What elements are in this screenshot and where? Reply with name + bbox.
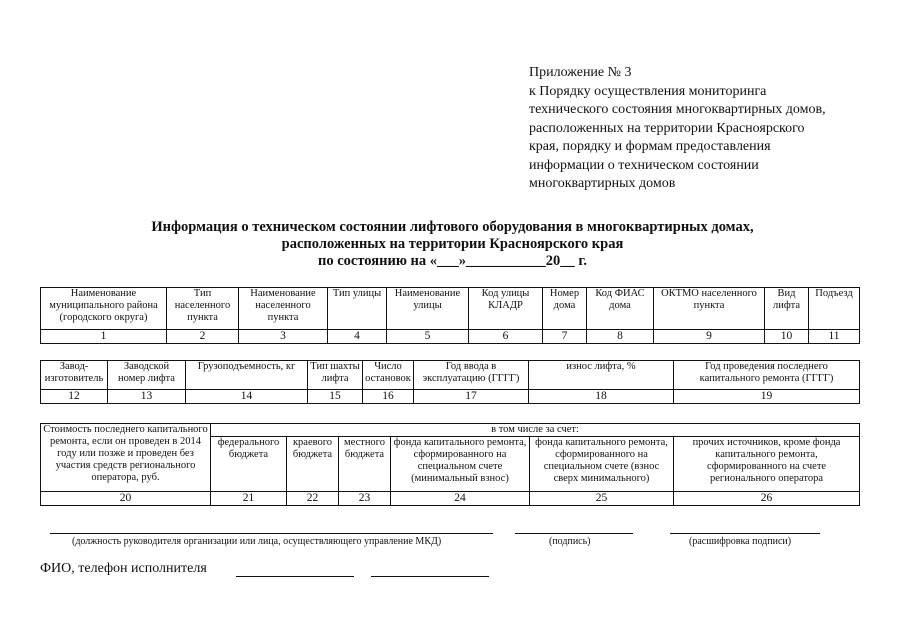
signature-caption: (подпись) bbox=[549, 536, 591, 547]
column-number: 11 bbox=[809, 330, 860, 344]
header-cell: федерального бюджета bbox=[211, 437, 287, 492]
column-number: 18 bbox=[529, 390, 674, 404]
column-number: 16 bbox=[363, 390, 414, 404]
title-line-2: расположенных на территории Красноярского края bbox=[281, 236, 624, 252]
decoding-caption: (расшифровка подписи) bbox=[689, 536, 792, 547]
header-cell: Тип населенного пункта bbox=[167, 288, 239, 330]
column-number: 8 bbox=[587, 330, 654, 344]
header-cell: Код улицы КЛАДР bbox=[469, 288, 543, 330]
decoding-line bbox=[670, 533, 820, 534]
column-number: 17 bbox=[414, 390, 529, 404]
executor-phone-line bbox=[371, 576, 489, 577]
header-cell: Грузоподъемность, кг bbox=[186, 361, 308, 390]
column-number: 7 bbox=[543, 330, 587, 344]
header-cell: износ лифта, % bbox=[529, 361, 674, 390]
signature-line bbox=[515, 533, 633, 534]
header-cell: ОКТМО населенного пункта bbox=[654, 288, 765, 330]
header-cell: Завод-изготовитель bbox=[41, 361, 108, 390]
header-cell: Год ввода в эксплуатацию (ГГГГ) bbox=[414, 361, 529, 390]
header-cell: Наименование муниципального района (городского округа) bbox=[41, 288, 167, 330]
position-line bbox=[50, 533, 493, 534]
header-cell: Наименование улицы bbox=[387, 288, 469, 330]
column-number: 21 bbox=[211, 492, 287, 506]
column-number: 10 bbox=[765, 330, 809, 344]
column-number: 19 bbox=[674, 390, 860, 404]
column-number: 12 bbox=[41, 390, 108, 404]
group-header-cell: в том числе за счет: bbox=[211, 424, 860, 437]
appendix-block bbox=[529, 64, 826, 194]
title-line-1: Информация о техническом состоянии лифтового оборудования в многоквартирных домах, bbox=[151, 219, 754, 235]
header-cell: Заводской номер лифта bbox=[108, 361, 186, 390]
column-number: 20 bbox=[41, 492, 211, 506]
executor-label: ФИО, телефон исполнителя bbox=[40, 561, 207, 576]
column-number: 15 bbox=[308, 390, 363, 404]
header-cell: фонда капитального ремонта, сформированного на специальном счете (взнос сверх минимального) bbox=[530, 437, 674, 492]
position-caption: (должность руководителя организации или лица, осуществляющего управление МКД) bbox=[72, 536, 442, 547]
header-cell: Код ФИАС дома bbox=[587, 288, 654, 330]
header-cell: краевого бюджета bbox=[287, 437, 339, 492]
header-cell: Тип улицы bbox=[328, 288, 387, 330]
header-cell: Номер дома bbox=[543, 288, 587, 330]
header-cell: Год проведения последнего капитального ремонта (ГГГГ) bbox=[674, 361, 860, 390]
column-number: 14 bbox=[186, 390, 308, 404]
column-number: 24 bbox=[391, 492, 530, 506]
column-number: 1 bbox=[41, 330, 167, 344]
column-number: 26 bbox=[674, 492, 860, 506]
column-number: 4 bbox=[328, 330, 387, 344]
column-number: 6 bbox=[469, 330, 543, 344]
header-cell: Наименование населенного пункта bbox=[239, 288, 328, 330]
header-cell: Тип шахты лифта bbox=[308, 361, 363, 390]
column-number: 5 bbox=[387, 330, 469, 344]
repair-cost-table bbox=[40, 423, 860, 506]
header-cell: прочих источников, кроме фонда капитального ремонта, сформированного на счете регионального оператора bbox=[674, 437, 860, 492]
lift-table bbox=[40, 360, 860, 404]
header-cell: Подъезд bbox=[809, 288, 860, 330]
appendix-line: края, порядку и формам предоставления bbox=[529, 139, 771, 154]
column-number: 2 bbox=[167, 330, 239, 344]
appendix-line: информации о техническом состоянии bbox=[529, 157, 759, 173]
appendix-line: технического состояния многоквартирных домов, bbox=[529, 102, 826, 117]
header-cell: Стоимость последнего капитального ремонта, если он проведен в 2014 году или позже и проведен без участия средств регионального оператора, руб. bbox=[41, 424, 211, 492]
column-number: 3 bbox=[239, 330, 328, 344]
column-number: 25 bbox=[530, 492, 674, 506]
column-number: 9 bbox=[654, 330, 765, 344]
column-number: 22 bbox=[287, 492, 339, 506]
executor-name-line bbox=[236, 576, 354, 577]
appendix-line: Приложение № 3 bbox=[529, 65, 632, 80]
header-cell: Число остановок bbox=[363, 361, 414, 390]
column-number: 13 bbox=[108, 390, 186, 404]
location-table bbox=[40, 287, 860, 344]
appendix-line: многоквартирных домов bbox=[529, 176, 676, 191]
appendix-line: к Порядку осуществления мониторинга bbox=[529, 83, 767, 99]
document-title bbox=[0, 219, 905, 270]
header-cell: местного бюджета bbox=[339, 437, 391, 492]
header-cell: Вид лифта bbox=[765, 288, 809, 330]
appendix-line: расположенных на территории Красноярского bbox=[529, 120, 805, 136]
column-number: 23 bbox=[339, 492, 391, 506]
header-cell: фонда капитального ремонта, сформированного на специальном счете (минимальный взнос) bbox=[391, 437, 530, 492]
title-line-3: по состоянию на «___»___________20__ г. bbox=[318, 253, 587, 269]
